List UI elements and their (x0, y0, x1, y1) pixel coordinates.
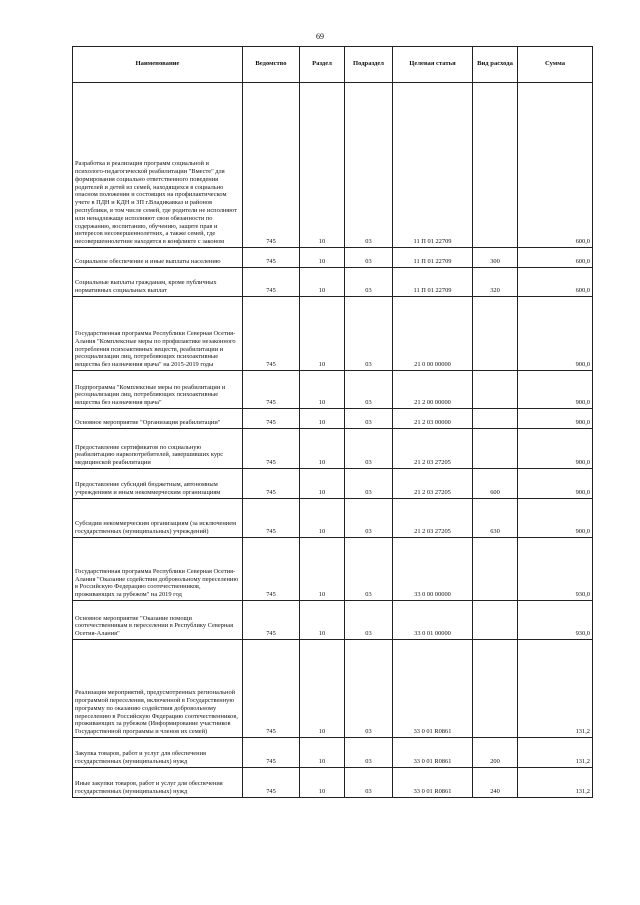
table-row (73, 409, 593, 429)
row-target: 33 0 01 00000 (393, 601, 473, 640)
row-razdel: 10 (300, 640, 345, 738)
row-vid (473, 83, 518, 248)
row-sum: 900,0 (518, 499, 593, 538)
row-sum: 900,0 (518, 409, 593, 429)
row-name: Разработка и реализация программ социальной и психолого-педагогической реабилитации "Вместе" для формирования социально ответственного поведения родителей и детей из семей, находящихся в социально опасном положении и состоящих на профилактическом учете в ПДН и КДН и ЗП г.Владикавказ и районов республики, в том числе семей, где родители не исполняют или ненадлежаще исполняют свои обязанности по содержанию, воспитанию, обучению, защите прав и интересов несовершеннолетних, а также семей, где несовершеннолетние находятся в конфликте с законом (73, 83, 243, 248)
col-header-podrazdel: Подраздел (345, 47, 393, 83)
row-vid (473, 371, 518, 409)
table-row (73, 601, 593, 640)
row-razdel: 10 (300, 538, 345, 601)
row-target: 21 0 00 00000 (393, 297, 473, 371)
table-row (73, 429, 593, 469)
row-vid: 320 (473, 268, 518, 297)
row-vid (473, 409, 518, 429)
row-vid (473, 297, 518, 371)
row-sum: 131,2 (518, 640, 593, 738)
table-row (73, 469, 593, 499)
row-podrazdel: 03 (345, 469, 393, 499)
row-sum: 930,0 (518, 538, 593, 601)
row-razdel: 10 (300, 601, 345, 640)
row-podrazdel: 03 (345, 409, 393, 429)
row-target: 33 0 01 R0861 (393, 768, 473, 798)
row-vid: 240 (473, 768, 518, 798)
row-vid: 630 (473, 499, 518, 538)
row-razdel: 10 (300, 429, 345, 469)
row-name: Государственная программа Республики Северная Осетия-Алания "Оказание содействия добровольному переселению в Российскую Федерацию соотечественников, проживающих за рубежом" на 2019 год (73, 538, 243, 601)
row-razdel: 10 (300, 83, 345, 248)
row-name: Основное мероприятие "Организация реабилитации" (73, 409, 243, 429)
table-row (73, 538, 593, 601)
row-ved: 745 (243, 429, 300, 469)
row-sum: 600,0 (518, 248, 593, 268)
row-ved: 745 (243, 538, 300, 601)
table-header (73, 47, 593, 83)
row-razdel: 10 (300, 371, 345, 409)
row-razdel: 10 (300, 738, 345, 768)
row-vid (473, 538, 518, 601)
row-vid (473, 429, 518, 469)
row-target: 21 2 03 27205 (393, 429, 473, 469)
row-podrazdel: 03 (345, 768, 393, 798)
row-name: Предоставление сертификатов по социальную реабилитацию наркопотребителей, завершивших курс медицинской реабилитации (73, 429, 243, 469)
row-target: 21 2 03 00000 (393, 409, 473, 429)
row-podrazdel: 03 (345, 371, 393, 409)
row-sum: 900,0 (518, 371, 593, 409)
row-ved: 745 (243, 297, 300, 371)
row-target: 21 2 03 27205 (393, 499, 473, 538)
row-vid: 300 (473, 248, 518, 268)
row-ved: 745 (243, 83, 300, 248)
row-target: 33 0 01 R0861 (393, 738, 473, 768)
row-vid (473, 640, 518, 738)
row-ved: 745 (243, 499, 300, 538)
row-name: Основное мероприятие "Оказание помощи соотечественникам в переселении в Республику Северная Осетия-Алания" (73, 601, 243, 640)
table-row (73, 268, 593, 297)
row-name: Социальное обеспечение и иные выплаты населению (73, 248, 243, 268)
row-podrazdel: 03 (345, 538, 393, 601)
table-row (73, 768, 593, 798)
row-razdel: 10 (300, 409, 345, 429)
row-target: 33 0 00 00000 (393, 538, 473, 601)
row-ved: 745 (243, 738, 300, 768)
row-ved: 745 (243, 601, 300, 640)
row-sum: 930,0 (518, 601, 593, 640)
row-podrazdel: 03 (345, 429, 393, 469)
row-ved: 745 (243, 248, 300, 268)
row-ved: 745 (243, 469, 300, 499)
col-header-name: Наименование (73, 47, 243, 83)
row-name: Закупка товаров, работ и услуг для обеспечения государственных (муниципальных) нужд (73, 738, 243, 768)
row-sum: 900,0 (518, 469, 593, 499)
row-target: 11 П 01 22709 (393, 248, 473, 268)
row-target: 33 0 01 R0861 (393, 640, 473, 738)
row-vid: 200 (473, 738, 518, 768)
row-name: Государственная программа Республики Северная Осетия-Алания "Комплексные меры по профилактике незаконного потребления психоактивных веществ, реабилитации и ресоциализации лиц, потребляющих психоактивные вещества без назначения врача" на 2015-2019 годы (73, 297, 243, 371)
row-ved: 745 (243, 268, 300, 297)
row-vid: 600 (473, 469, 518, 499)
row-sum: 600,0 (518, 83, 593, 248)
row-podrazdel: 03 (345, 297, 393, 371)
row-vid (473, 601, 518, 640)
row-sum: 131,2 (518, 738, 593, 768)
row-ved: 745 (243, 768, 300, 798)
row-razdel: 10 (300, 297, 345, 371)
row-razdel: 10 (300, 248, 345, 268)
table-row (73, 248, 593, 268)
row-ved: 745 (243, 409, 300, 429)
row-target: 21 2 00 00000 (393, 371, 473, 409)
row-name: Иные закупки товаров, работ и услуг для обеспечения государственных (муниципальных) нужд (73, 768, 243, 798)
row-podrazdel: 03 (345, 499, 393, 538)
row-podrazdel: 03 (345, 738, 393, 768)
table-row (73, 297, 593, 371)
row-name: Социальные выплаты гражданам, кроме публичных нормативных социальных выплат (73, 268, 243, 297)
table-row (73, 738, 593, 768)
row-podrazdel: 03 (345, 268, 393, 297)
row-target: 11 П 01 22709 (393, 83, 473, 248)
row-podrazdel: 03 (345, 640, 393, 738)
row-razdel: 10 (300, 268, 345, 297)
row-name: Подпрограмма "Комплексные меры по реабилитации и ресоциализации лиц, потребляющих психоактивные вещества без назначения врача" (73, 371, 243, 409)
row-ved: 745 (243, 371, 300, 409)
row-podrazdel: 03 (345, 601, 393, 640)
table-row (73, 640, 593, 738)
row-ved: 745 (243, 640, 300, 738)
row-target: 11 П 01 22709 (393, 268, 473, 297)
table-row (73, 499, 593, 538)
table-row (73, 83, 593, 248)
page-number: 69 (316, 32, 324, 41)
row-razdel: 10 (300, 499, 345, 538)
col-header-sum: Сумма (518, 47, 593, 83)
row-razdel: 10 (300, 469, 345, 499)
col-header-target: Целевая статья (393, 47, 473, 83)
col-header-vid: Вид расхода (473, 47, 518, 83)
row-target: 21 2 03 27205 (393, 469, 473, 499)
row-razdel: 10 (300, 768, 345, 798)
row-name: Субсидии некоммерческим организациям (за исключением государственных (муниципальных) учреждений) (73, 499, 243, 538)
budget-table (72, 46, 593, 798)
table-row (73, 371, 593, 409)
row-sum: 600,0 (518, 268, 593, 297)
row-podrazdel: 03 (345, 248, 393, 268)
row-sum: 131,2 (518, 768, 593, 798)
row-sum: 900,0 (518, 297, 593, 371)
row-name: Предоставление субсидий бюджетным, автономным учреждениям и иным некоммерческим организациям (73, 469, 243, 499)
row-name: Реализация мероприятий, предусмотренных региональной программой переселения, включенной в Государственную программу по оказанию содействия добровольному переселению в Российскую Федерацию соотечественников, проживающих за рубежом (Информирование участников Государственной программы и членов их семей) (73, 640, 243, 738)
col-header-ved: Ведомство (243, 47, 300, 83)
col-header-razdel: Раздел (300, 47, 345, 83)
row-podrazdel: 03 (345, 83, 393, 248)
row-sum: 900,0 (518, 429, 593, 469)
